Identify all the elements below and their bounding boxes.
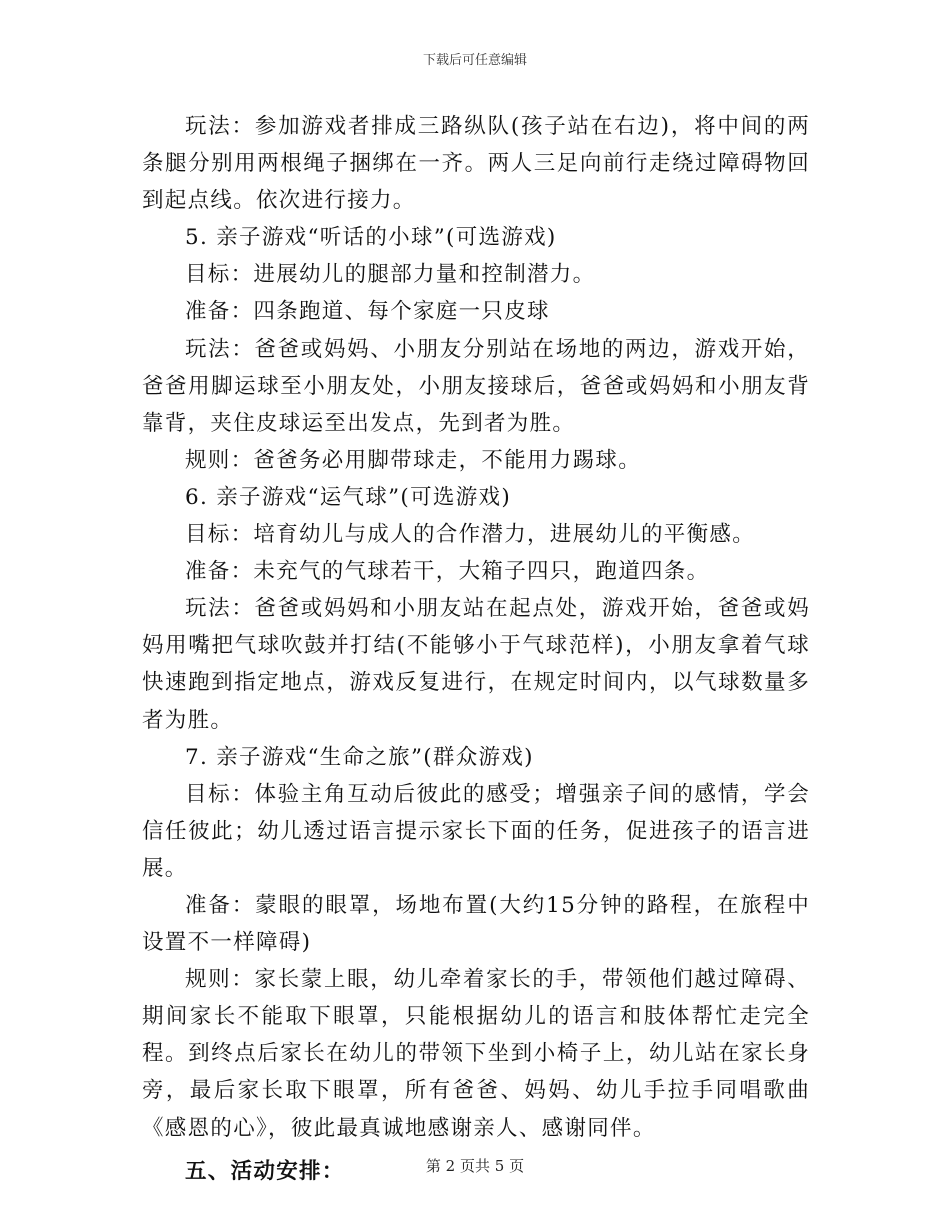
- paragraph-game-6-prep: 准备：未充气的气球若干，大箱子四只，跑道四条。: [185, 559, 710, 585]
- page-footer: 第 2 页共 5 页: [425, 1157, 525, 1175]
- heading-game-6: 6. 亲子游戏“运气球”(可选游戏): [185, 484, 512, 510]
- heading-game-7: 7. 亲子游戏“生命之旅”(群众游戏): [185, 744, 534, 770]
- page-header: 下载后可任意编辑: [422, 53, 527, 68]
- paragraph-game-7-goal: 目标：体验主角互动后彼此的感受；增强亲子间的感情，学会信任彼此；幼儿透过语言提示家长下面的任务，促进孩子的语言进展。: [142, 781, 810, 881]
- paragraph-game-5-prep: 准备：四条跑道、每个家庭一只皮球: [185, 299, 550, 325]
- paragraph-game-7-rules: 规则：家长蒙上眼，幼儿牵着家长的手，带领他们越过障碍、期间家长不能取下眼罩，只能根据幼儿的语言和肢体帮忙走完全程。到终点后家长在幼儿的带领下坐到小椅子上，幼儿站在家长身旁，最后家长取下眼罩，所有爸爸、妈妈、幼儿手拉手同唱歌曲《感恩的心》，彼此最真诚地感谢亲人、感谢同伴。: [142, 967, 810, 1141]
- paragraph-game-5-rules: 规则：爸爸务必用脚带球走，不能用力踢球。: [185, 447, 642, 473]
- document-body: [142, 108, 810, 1190]
- paragraph-game-7-prep: 准备：蒙眼的眼罩，场地布置(大约15分钟的路程，在旅程中设置不一样障碍): [142, 892, 810, 956]
- section-heading-activity-schedule: 五、活动安排：: [185, 1158, 345, 1184]
- paragraph-game-6-play: 玩法：爸爸或妈妈和小朋友站在起点处，游戏开始，爸爸或妈妈用嘴把气球吹鼓并打结(不能够小于气球范样)，小朋友拿着气球快速跑到指定地点，游戏反复进行，在规定时间内，以气球数量多者为胜。: [142, 596, 810, 733]
- paragraph-game-5-play: 玩法：爸爸或妈妈、小朋友分别站在场地的两边，游戏开始，爸爸用脚运球至小朋友处，小朋友接球后，爸爸或妈妈和小朋友背靠背，夹住皮球运至出发点，先到者为胜。: [142, 336, 810, 436]
- paragraph-game-5-goal: 目标：进展幼儿的腿部力量和控制潜力。: [185, 262, 596, 288]
- heading-game-5: 5. 亲子游戏“听话的小球”(可选游戏): [185, 225, 557, 251]
- paragraph-three-legged-rules: 玩法：参加游戏者排成三路纵队(孩子站在右边)，将中间的两条腿分别用两根绳子捆绑在一齐。两人三足向前行走绕过障碍物回到起点线。依次进行接力。: [142, 114, 810, 214]
- paragraph-game-6-goal: 目标：培育幼儿与成人的合作潜力，进展幼儿的平衡感。: [185, 522, 756, 548]
